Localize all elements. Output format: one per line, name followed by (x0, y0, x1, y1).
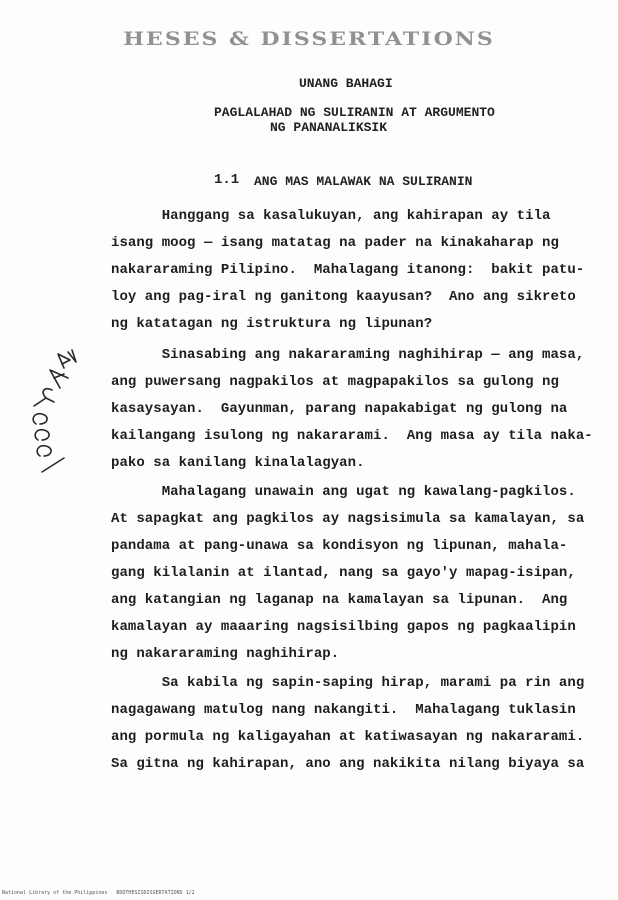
chapter-title-line-1: PAGLALAHAD NG SULIRANIN AT ARGUMENTO (214, 105, 495, 120)
body-line: Hanggang sa kasalukuyan, ang kahirapan ay tila (111, 208, 551, 224)
page-footer: National Library of the Philippines BOOTHESISDISSERTATIONS 1/2 (2, 890, 195, 896)
chapter-title-line-2: NG PANANALIKSIK (270, 120, 388, 135)
body-line: Sa kabila ng sapin-saping hirap, marami pa rin ang (111, 675, 585, 691)
body-line: At sapagkat ang pagkilos ay nagsisimula sa kamalayan, sa (111, 511, 585, 527)
section-number: 1.1 (214, 172, 240, 188)
body-line: nagagawang matulog nang nakangiti. Mahalagang tuklasin (111, 702, 576, 718)
body-line: Sinasabing ang nakararaming naghihirap — ang masa, (111, 347, 585, 363)
body-line: kailangang isulong ng nakararami. Ang masa ay tila naka- (111, 428, 593, 444)
body-line: ang katangian ng laganap na kamalayan sa lipunan. Ang (111, 592, 568, 608)
body-line: kasaysayan. Gayunman, parang napakabigat ng gulong na (111, 401, 568, 417)
body-line: pako sa kanilang kinalalagyan. (111, 455, 365, 471)
body-line: kamalayan ay maaaring nagsisilbing gapos ng pagkaalipin (111, 619, 576, 635)
body-line: ang pormula ng kaligayahan at katiwasayan ng nakararami. (111, 729, 585, 745)
handwritten-accession-note (24, 348, 84, 476)
section-title: ANG MAS MALAWAK NA SULIRANIN (254, 174, 473, 189)
body-line: loy ang pag-iral ng ganitong kaayusan? Ano ang sikreto (111, 289, 576, 305)
body-line: ng nakararaming naghihirap. (111, 646, 340, 662)
handwritten-note-icon (24, 348, 84, 476)
body-line: isang moog — isang matatag na pader na kinakaharap ng (111, 235, 559, 251)
body-line: ang puwersang nagpakilos at magpapakilos sa gulong ng (111, 374, 559, 390)
theses-dissertations-stamp: HESES & DISSERTATIONS (123, 27, 495, 51)
body-line: Mahalagang unawain ang ugat ng kawalang-pagkilos. (111, 484, 576, 500)
body-line: Sa gitna ng kahirapan, ano ang nakikita nilang biyaya sa (111, 756, 585, 772)
body-line: nakararaming Pilipino. Mahalagang itanong: bakit patu- (111, 262, 585, 278)
body-line: ng katatagan ng istruktura ng lipunan? (111, 316, 433, 332)
body-line: pandama at pang-unawa sa kondisyon ng lipunan, mahala- (111, 538, 568, 554)
part-heading: UNANG BAHAGI (299, 76, 393, 91)
body-line: gang kilalanin at ilantad, nang sa gayo'y mapag-isipan, (111, 565, 576, 581)
